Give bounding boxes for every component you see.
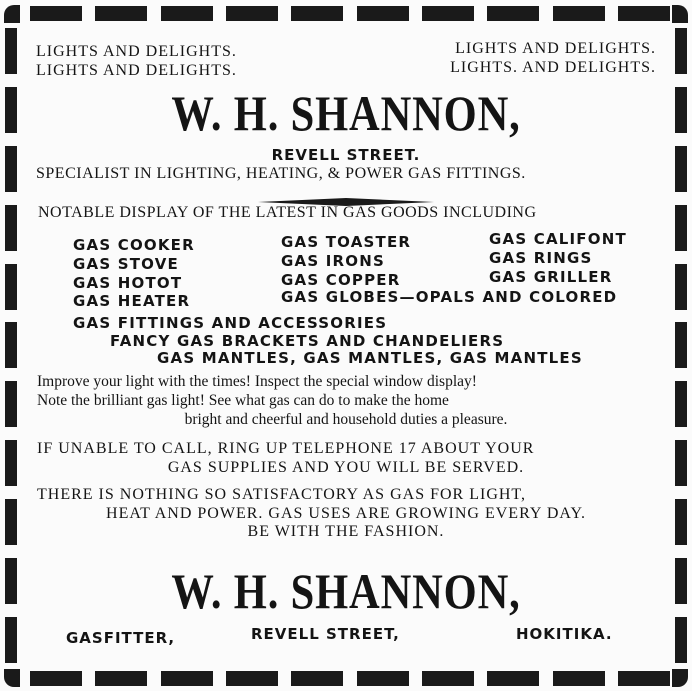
product-fittings: GAS FITTINGS AND ACCESSORIES [73,314,388,332]
border-bottom [30,671,670,686]
product-item: GAS COOKER [73,236,195,254]
product-item: GAS CALIFONT [489,230,627,248]
telephone-line: GAS SUPPLIES AND YOU WILL BE SERVED. [167,459,525,476]
display-heading: NOTABLE DISPLAY OF THE LATEST IN GAS GOODS INCLUDING [38,204,537,221]
product-brackets: FANCY GAS BRACKETS AND CHANDELIERS [110,332,505,350]
product-item: GAS COPPER [281,271,401,289]
product-item: GAS GRILLER [489,268,613,286]
telephone-line: IF UNABLE TO CALL, RING UP TELEPHONE 17 ABOUT YOUR [37,440,535,457]
product-item: GAS STOVE [73,255,179,273]
product-mantles: GAS MANTLES, GAS MANTLES, GAS MANTLES [157,349,583,367]
border-left [5,28,17,663]
product-globes: GAS GLOBES—OPALS AND COLORED [281,288,618,306]
product-item: GAS HEATER [73,292,191,310]
tagline-line: LIGHTS AND DELIGHTS. [36,43,237,60]
product-item: GAS IRONS [281,252,385,270]
border-corner [672,5,688,23]
satisfactory-line: HEAT AND POWER. GAS USES ARE GROWING EVERY DAY. [106,505,586,522]
specialist-line: SPECIALIST IN LIGHTING, HEATING, & POWER GAS FITTINGS. [36,165,526,182]
satisfactory-line: BE WITH THE FASHION. [247,523,445,540]
street-address: REVELL STREET. [271,146,421,164]
tagline-line: LIGHTS AND DELIGHTS. [36,62,237,79]
improve-line: Note the brilliant gas light! See what gas can do to make the home [37,392,449,409]
product-item: GAS TOASTER [281,233,412,251]
improve-line: bright and cheerful and household duties a pleasure. [184,411,508,428]
product-item: GAS RINGS [489,249,593,267]
product-item: GAS HOTOT [73,274,183,292]
footer-town: HOKITIKA. [516,625,613,643]
tagline-line: LIGHTS. AND DELIGHTS. [450,59,656,76]
tagline-line: LIGHTS AND DELIGHTS. [455,40,656,57]
satisfactory-line: THERE IS NOTHING SO SATISFACTORY AS GAS FOR LIGHT, [37,486,527,503]
business-name: W. H. SHANNON, [171,85,521,141]
tagline-left [36,42,237,80]
footer-trade: GASFITTER, [66,629,176,647]
border-corner [4,669,20,687]
border-corner [4,5,20,23]
improve-line: Improve your light with the times! Inspect the special window display! [37,373,477,390]
footer-business-name: W. H. SHANNON, [171,563,521,619]
border-corner [672,669,688,687]
tagline-right [450,39,656,77]
footer-street: REVELL STREET, [251,625,400,643]
border-top [30,6,670,21]
border-right [675,28,687,663]
